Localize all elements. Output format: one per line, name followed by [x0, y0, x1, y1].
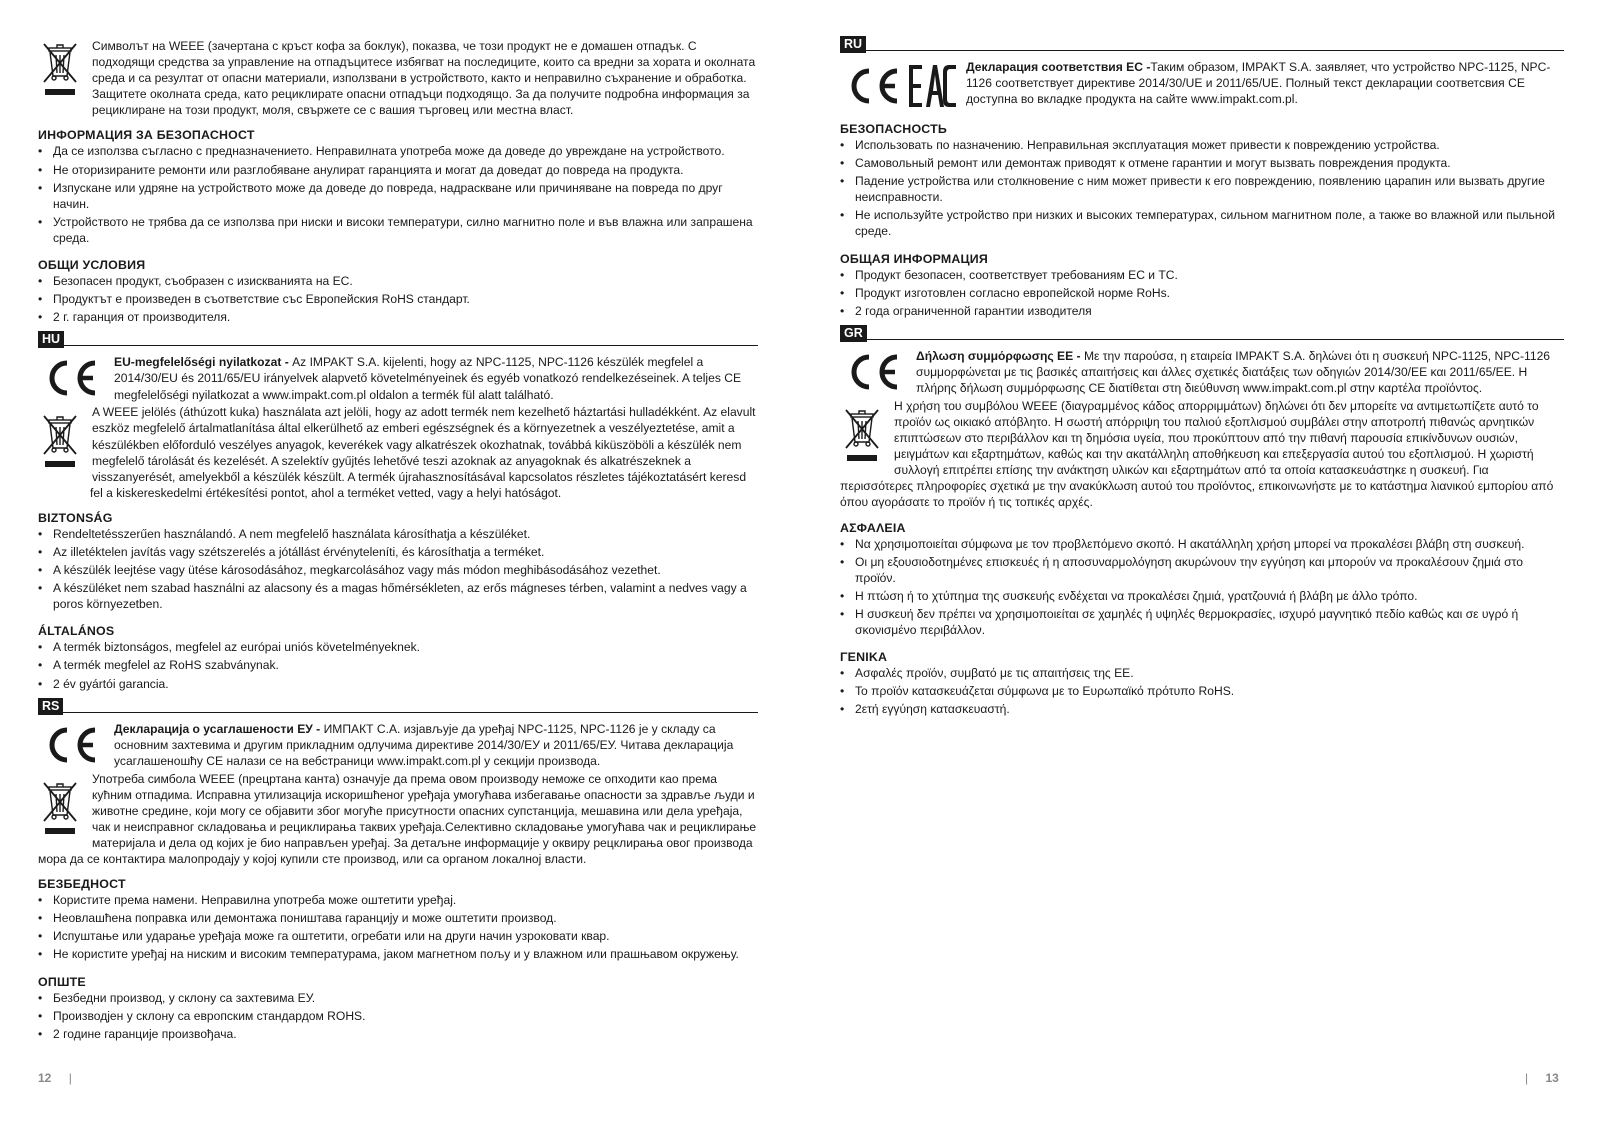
rs-safety-heading: БЕЗБЕДНОСТ [38, 877, 126, 892]
list-item: • Ασφαλές προϊόν, συμβατό με τις απαιτήσεις της ΕΕ. [840, 665, 1564, 681]
list-item: • A termék biztonságos, megfelel az európai uniós követelményeknek. [38, 639, 758, 655]
list-item: • Падение устройства или столкновение с ним может привести к его повреждению, появлению царапин или вызвать другие неисправности. [840, 173, 1564, 205]
rs-general-heading: ОПШТЕ [38, 974, 86, 989]
list-item: • Продуктът е произведен в съответствие със Европейския RoHS стандарт. [38, 291, 758, 307]
list-item: • Самовольный ремонт или демонтаж приводят к отмене гарантии и могут вызвать повреждения продукта. [840, 155, 1564, 171]
ce-mark-icon [844, 351, 902, 398]
rs-language-tag: RS [38, 698, 63, 715]
list-item: • Не оторизираните ремонти или разглобяване анулират гаранцията и могат да доведат до повреда на продукта. [38, 162, 758, 178]
weee-crossed-bin-icon [38, 779, 82, 842]
gr-general-list [840, 665, 1564, 717]
ru-declaration-text: Таким образом, IMPAKT S.A. заявляет, что устройство NPC-1125, NPC-1126 соответствует директиве 2014/30/UE и 2011/65/UE. Полный текст декларации соответсвия CE доступна во вкладке продукта на сайте www.impakt.com.pl. [966, 60, 1551, 107]
page-number-left: 12 [38, 1071, 52, 1085]
hu-general-list [38, 639, 758, 691]
gr-general-heading: ΓΕΝΙΚΑ [840, 650, 888, 665]
list-item: • Продукт изготовлен согласно европейской норме RoHs. [840, 285, 1564, 301]
bg-safety-heading: ИНФОРМАЦИЯ ЗА БЕЗОПАСНОСТ [38, 128, 255, 143]
list-item: • 2 године гаранције произвођача. [38, 1026, 758, 1042]
page-number-right: 13 [1545, 1071, 1559, 1085]
list-item: • Использовать по назначению. Неправильная эксплуатация может привести к повреждению устройства. [840, 137, 1564, 153]
hu-section-header [38, 331, 758, 348]
list-item: • Безопасен продукт, съобразен с изискванията на ЕС. [38, 273, 758, 289]
list-item: • Продукт безопасен, соответствует требованиям ЕС и ТС. [840, 267, 1564, 283]
gr-declaration-title: Δήλωση συμμόρφωσης ΕΕ - [916, 348, 1084, 363]
rs-weee-block [38, 771, 758, 868]
ru-declaration-block [840, 59, 1564, 116]
gr-safety-list [840, 536, 1564, 639]
weee-crossed-bin-icon [38, 40, 82, 103]
rs-weee-text: Употреба симбола WEEE (прецртана канта) означује да према овом производу неможе се опходити као према кућним отпадима. Исправна утилизација искоришћеног уређаја умогућава избегавање опасности за здравље људи и животне средине, који могу се објавити због могуће присутности опасних супстанција, мешавина или дела уређаја, чак и неисправног складовања и рециклирања таквих уређаја.Селективно складовање умогућава чак и рециклирање материјала и дела од којих је био направљен уређај. За детаљне информације у оквиру рецклирања овог производа мора да се контактира малопродају у којој купили сте производ, или са органом локалној власти. [38, 771, 757, 867]
ce-mark-icon [844, 65, 902, 112]
gr-weee-block [840, 398, 1564, 511]
rs-safety-list [38, 892, 758, 962]
ru-general-list [840, 267, 1564, 319]
list-item: • Η συσκευή δεν πρέπει να χρησιμοποιείται σε χαμηλές ή υψηλές θερμοκρασίες, ισχυρό μαγνητικό πεδίο καθώς και σε υγρό ή σκονισμένο περιβάλλον. [840, 606, 1564, 638]
ru-safety-list [840, 137, 1564, 240]
list-item: • A készüléket nem szabad használni az alacsony és a magas hőmérsékleten, az erős mágneses térben, valamint a nedves vagy a poros környezetben. [38, 580, 758, 612]
list-item: • Неовлашћена поправка или демонтажа поништава гаранцију и може оштетити производ. [38, 910, 758, 926]
hu-declaration-title: EU-megfelelőségi nyilatkozat - [114, 355, 293, 370]
list-item: • Производјен у склону са европским стандардом ROHS. [38, 1008, 758, 1024]
gr-declaration-block [840, 348, 1564, 398]
bg-weee-text: Символът на WEEE (зачертана с кръст кофа за боклук), показва, че този продукт не е домашен отпадък. С подходящи средства за управление на отпадъцитесе избягват на последиците, които са вредни за хората и околната среда и са резултат от опасни материали, използвани в устройството, както и неправилно съхранение и обработка. Защитете околната среда, като рециклирате опасни отпадъци подходящо. За да получите подробна информация за рециклиране на този продукт, моля, свържете се с вашия търговец или местна власт. [92, 39, 756, 118]
right-page-footer: | 13 [1525, 1071, 1559, 1085]
gr-weee-text: Η χρήση του συμβόλου WEEE (διαγραμμένος κάδος απορριμμάτων) δηλώνει ότι δεν μπορείτε να αντιμετωπίζετε αυτό το προϊόν ως οικιακό απόβλητο. Η σωστή απόρριψη του παλιού εξοπλισμού συμβάλει στην αποτροπή πιθανώς αρνητικών επιπτώσεων στο περιβάλλον και τη δημόσια υγεία, που προκύπτουν από την πιθανή παρουσία επικίνδυνων ουσιών, μειγμάτων και εξαρτημάτων, καθώς και την ακατάλληλη αποθήκευση και επεξεργασία αυτού του εξοπλισμού. Η χωριστή συλλογή επιτρέπει επίσης την ανάκτηση υλικών και εξαρτημάτων από τα οποία κατασκευάστηκε η συσκευή. Για περισσότερες πληροφορίες σχετικά με την ανακύκλωση αυτού του προϊόντος, επικοινωνήστε με το κατάστημα λιανικού εμπορίου από όπου αγοράσατε το προϊόν ή τις τοπικές αρχές. [840, 398, 1554, 510]
list-item: • A termék megfelel az RoHS szabványnak. [38, 657, 758, 673]
hu-weee-block [38, 404, 758, 501]
list-item: • Испуштање или ударање уређаја може га оштетити, огребати или на други начин узроковати квар. [38, 928, 758, 944]
rs-declaration-block [38, 721, 758, 771]
hu-general-heading: ÁLTALÁNOS [38, 624, 115, 639]
list-item: • Το προϊόν κατασκευάζεται σύμφωνα με το Ευρωπαϊκό πρότυπο RoHS. [840, 683, 1564, 699]
ce-mark-icon [42, 357, 100, 404]
list-item: • Користите према намени. Неправилна употреба може оштетити уређај. [38, 892, 758, 908]
list-item: • Az illetéktelen javítás vagy szétszerelés a jótállást érvényteleníti, és károsíthatja a terméket. [38, 544, 758, 560]
ru-general-heading: ОБЩАЯ ИНФОРМАЦИЯ [840, 251, 988, 266]
rs-declaration-text: ИМПАКТ С.А. изјављује да уређај NPC-1125, NPC-1126 је у складу са основним захтевима и другим прикладним одлучима директиве 2014/30/ЕУ и 2011/65/ЕУ. Читава декларација усаглашеношћу CE налази се на вебстраници www.impakt.com.pl у секцији производа. [114, 721, 734, 768]
ce-mark-icon [42, 724, 100, 771]
list-item: • 2 г. гаранция от производителя. [38, 309, 758, 325]
hu-safety-heading: BIZTONSÁG [38, 510, 113, 525]
hu-declaration-text: Az IMPAKT S.A. kijelenti, hogy az NPC-1125, NPC-1126 készülék megfelel a 2014/30/EU és 2011/65/EU irányelvek alapvető követelményeinek és egyéb vonatkozó rendelkezéseinek. A teljes CE megfelelőségi nyilatkozat a www.impakt.com.pl oldalon a termék fül alatt található. [114, 355, 742, 402]
list-item: • Η πτώση ή το χτύπημα της συσκευής ενδέχεται να προκαλέσει ζημιά, γρατζουνιά ή βλάβη με άλλο τρόπο. [840, 588, 1564, 604]
list-item: • A készülék leejtése vagy ütése károsodásához, megkarcolásához vagy más módon meghibásodásához vezethet. [38, 562, 758, 578]
bg-general-heading: ОБЩИ УСЛОВИЯ [38, 258, 146, 273]
weee-crossed-bin-icon [840, 406, 884, 469]
right-page [840, 0, 1564, 719]
list-item: • Изпускане или удряне на устройството може да доведе до повреда, надраскване или причиняване на повреда по друг начин. [38, 180, 758, 212]
list-item: • Не користите уређај на ниским и високим температурама, јаком магнетном пољу и у влажном или прашњавом окружењу. [38, 946, 758, 962]
eac-mark-icon [908, 61, 958, 116]
rs-section-header [38, 698, 758, 715]
list-item: • 2ετή εγγύηση κατασκευαστή. [840, 701, 1564, 717]
list-item: • 2 év gyártói garancia. [38, 676, 758, 692]
gr-section-header [840, 325, 1564, 342]
left-page [38, 0, 758, 1044]
bg-safety-list [38, 143, 758, 246]
list-item: • Οι μη εξουσιοδοτημένες επισκευές ή η αποσυναρμολόγηση ακυρώνουν την εγγύηση και μπορούν να προκαλέσουν ζημιά στο προϊόν. [840, 554, 1564, 586]
ru-language-tag: RU [840, 36, 866, 53]
rs-declaration-title: Декларација о усаглашености ЕУ - [114, 721, 324, 736]
gr-language-tag: GR [840, 325, 867, 342]
ru-safety-heading: БЕЗОПАСНОСТЬ [840, 122, 947, 136]
ru-section-header [840, 36, 1564, 53]
weee-crossed-bin-icon [38, 412, 82, 475]
ru-declaration-title: Декларация соответствия ЕС - [966, 60, 1151, 74]
hu-declaration-block [38, 354, 758, 404]
list-item: • Устройството не трябва да се използва при ниски и високи температури, силно магнитно поле и във влажна или запрашена среда. [38, 214, 758, 246]
list-item: • Να χρησιμοποιείται σύμφωνα με τον προβλεπόμενο σκοπό. Η ακατάλληλη χρήση μπορεί να προκαλέσει βλάβη στη συσκευή. [840, 536, 1564, 552]
bg-weee-block [38, 38, 758, 118]
list-item: • Не используйте устройство при низких и высоких температурах, сильном магнитном поле, а также во влажной или пыльной среде. [840, 207, 1564, 239]
list-item: • Rendeltetésszerűen használandó. A nem megfelelő használata károsíthatja a készüléket. [38, 526, 758, 542]
hu-safety-list [38, 526, 758, 612]
left-page-footer: 12 | [38, 1071, 72, 1085]
bg-general-list [38, 273, 758, 325]
gr-declaration-text: Με την παρούσα, η εταιρεία IMPAKT S.A. δηλώνει ότι η συσκευή NPC-1125, NPC-1126 συμμορφώνεται με τις βασικές απαιτήσεις και άλλες σχετικές διατάξεις των οδηγιών 2014/30/EE και 2011/65/EE. Η πλήρης δήλωση συμμόρφωσης CE διατίθεται στη διεύθυνση www.impakt.com.pl στην καρτέλα προϊόντος. [916, 348, 1551, 396]
gr-safety-heading: ΑΣΦΑΛΕΙΑ [840, 520, 906, 535]
hu-weee-text: A WEEE jelölés (áthúzott kuka) használata azt jelöli, hogy az adott termék nem kezelhető háztartási hulladékként. Az elavult eszköz megfelelő ártalmatlanítása által elkerülhető az emberi egészségnek és a környezetnek a veszélyeztetése, amit a készülékben előforduló veszélyes anyagok, keverékek vagy alkatrészek okozhatnak, továbbá kiküszöböli a készülék nem megfelelő tárolását és kezelését. A szelektív gyűjtés lehetővé teszi azoknak az anyagoknak és alkatrészeknek a visszanyerését, amelyekből a készülék készült. A termék újrahasznosításával kapcsolatos részletes tájékoztatásért keresd fel a kiskereskedelmi értékesítési pontot, ahol a terméket vetted, vagy a helyi hatóságot. [90, 405, 756, 500]
list-item: • Безбедни производ, у склону са захтевима ЕУ. [38, 990, 758, 1006]
list-item: • 2 года ограниченной гарантии изводителя [840, 303, 1564, 319]
list-item: • Да се използва съгласно с предназначението. Неправилната употреба може да доведе до увреждане на устройството. [38, 143, 758, 159]
hu-language-tag: HU [38, 331, 64, 348]
rs-general-list [38, 990, 758, 1042]
